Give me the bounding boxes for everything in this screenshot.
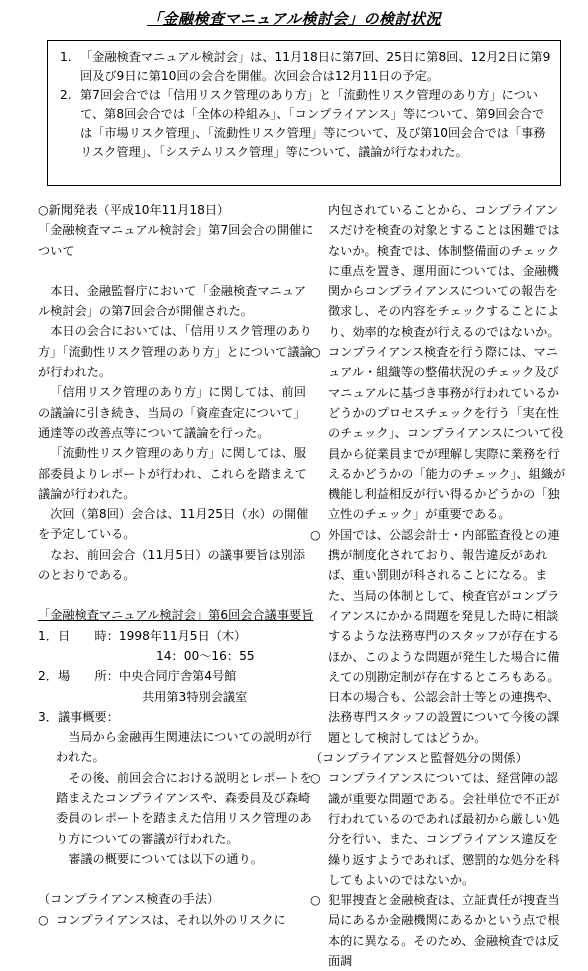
agenda-paragraph: 審議の概要については以下の通り。 [68, 851, 263, 866]
bullet-item [310, 890, 568, 971]
bullet-item [310, 768, 568, 890]
agenda-paragraph: 当局から金融再生関連法についての説明が行われた。 [56, 730, 312, 765]
bullet-mark: ○ [310, 893, 321, 908]
paragraph: 本日、金融監督庁において「金融検査マニュアル検討会」の第7回会合が開催された。 [38, 283, 307, 319]
summary-box [47, 40, 561, 186]
bullet-continuation: 内包されていることから、コンプライアンスだけを検査の対象とすることは困難ではないか。検査では、体制整備面のチェックに重点を置き、運用面については、金融機関からコンプライアンスについての報告を徴求し、その内容をチェックすることにより、効率的な検査が行えるのではないか。 [328, 203, 560, 339]
paragraph: なお、前回会合（11月5日）の議事要旨は別添のとおりである。 [38, 547, 306, 583]
right-column [310, 200, 568, 971]
summary-item [60, 48, 552, 86]
summary-item [60, 86, 552, 162]
summary-text: 「金融検査マニュアル検討会」は、11月18日に第7回、25日に第8回、12月2日に第9回及び9日に第10回の会合を開催。次回会合は12月11日の予定。 [80, 50, 551, 83]
place-row [38, 666, 314, 686]
place-value: 中央合同庁舎第4号館 [118, 669, 237, 684]
press-heading: ○新聞発表（平成10年11月18日） [38, 203, 230, 217]
page-title: 「金融検査マニュアル検討会」の検討状況 [147, 10, 441, 28]
press-title: 「金融検査マニュアル検討会」第7回会合の開催について [38, 223, 314, 258]
place-value-2: 共用第3特別会議室 [142, 689, 248, 704]
summary-number: 1. [60, 50, 72, 64]
agenda-paragraph: その後、前回会合における説明とレポートを踏まえたコンプライアンスや、森委員及び森崎委員のレポートを踏まえた信用リスク管理のあり方についての審議が行われた。 [56, 770, 312, 846]
date-row [38, 626, 314, 646]
bullet-item [38, 910, 314, 930]
bullet-item [310, 525, 568, 748]
left-column [38, 200, 314, 930]
section-heading: （コンプライアンス検査の手法） [38, 892, 220, 907]
bullet-text: 犯罪捜査と金融検査は、立証責任が捜査当局にあるか金融機関にあるかという点で根本的に異なる。そのため、金融検査では反面調 [328, 893, 560, 968]
bullet-mark: ○ [310, 345, 321, 360]
bullet-mark: ○ [310, 771, 321, 786]
minutes-title: 「金融検査マニュアル検討会」第6回会合議事要旨 [38, 608, 314, 623]
date-label: 1．日 時： [38, 628, 119, 643]
time-value: 14：00～16：55 [156, 648, 255, 663]
paragraph: 本日の会合においては、「信用リスク管理のあり方」「流動性リスク管理のあり方」とについて議論が行われた。 [38, 324, 312, 380]
bullet-text: 外国では、公認会計士・内部監査役との連携が制度化されており、報告違反があれば、重い罰則が科されることになる。また、当局の体制として、検査官がコンプライアンスにかかる問題を発見した時に相談するような法務専門のスタッフが存在するほか、このような問題が発生した場合に備えての別勘定制が存在するところもある。日本の場合も、公認会計士等との連携や、法務専門スタッフの設置について今後の課題として検討してはどうか。 [328, 527, 560, 745]
paragraph: 「信用リスク管理のあり方」に関しては、前回の議論に引き続き、当局の「資産査定について」通達等の改善点等について議論を行った。 [38, 385, 306, 440]
place-row-2 [38, 687, 314, 707]
bullet-text: コンプライアンスについては、経営陣の認識が重要な問題である。会社単位で不正が行われているのであれば最初から厳しい処分を行い、また、コンプライアンス違反を繰り返すようであれば、懲罰的な処分を科してもよいのではないか。 [328, 771, 560, 887]
paragraph: 次回（第8回）会合は、11月25日（水）の開催を予定している。 [38, 507, 309, 542]
summary-text: 第7回会合では「信用リスク管理のあり方」と「流動性リスク管理のあり方」について、第8回会合では「全体の枠組み」、「コンプライアンス」等について、第9回会合では「市場リスク管理」、「流動性リスク管理」等について、及び第10回会合では「事務リスク管理」、「システムリスク管理」等について、議論が行なわれた。 [80, 88, 546, 159]
bullet-text: コンプライアンスは、それ以外のリスクに [56, 912, 286, 927]
summary-number: 2. [60, 88, 72, 102]
bullet-item [310, 342, 568, 525]
agenda-label: 3．議事概要： [38, 709, 119, 724]
place-label: 2．場 所： [38, 669, 119, 684]
date-value: 1998年11月5日（木） [118, 628, 247, 643]
section-heading: （コンプライアンスと監督処分の関係） [310, 751, 528, 766]
paragraph: 「流動性リスク管理のあり方」に関しては、服部委員よりレポートが行われ、これらを踏まえて議論が行われた。 [38, 446, 307, 501]
bullet-text: コンプライアンス検査を行う際には、マニュアル・組織等の整備状況のチェック及びマニュアルに基づき事務が行われているかどうかのプロセスチェックを行う「実在性のチェック」、コンプライアンスについて役員から従業員までが理解し実際に業務を行えるかどうかの「能力のチェック」、組織が機能し利益相反が行い得るかどうかの「独立性のチェック」が重要である。 [328, 345, 566, 522]
time-row [38, 646, 314, 666]
bullet-mark: ○ [310, 527, 321, 542]
bullet-mark: ○ [38, 912, 49, 927]
